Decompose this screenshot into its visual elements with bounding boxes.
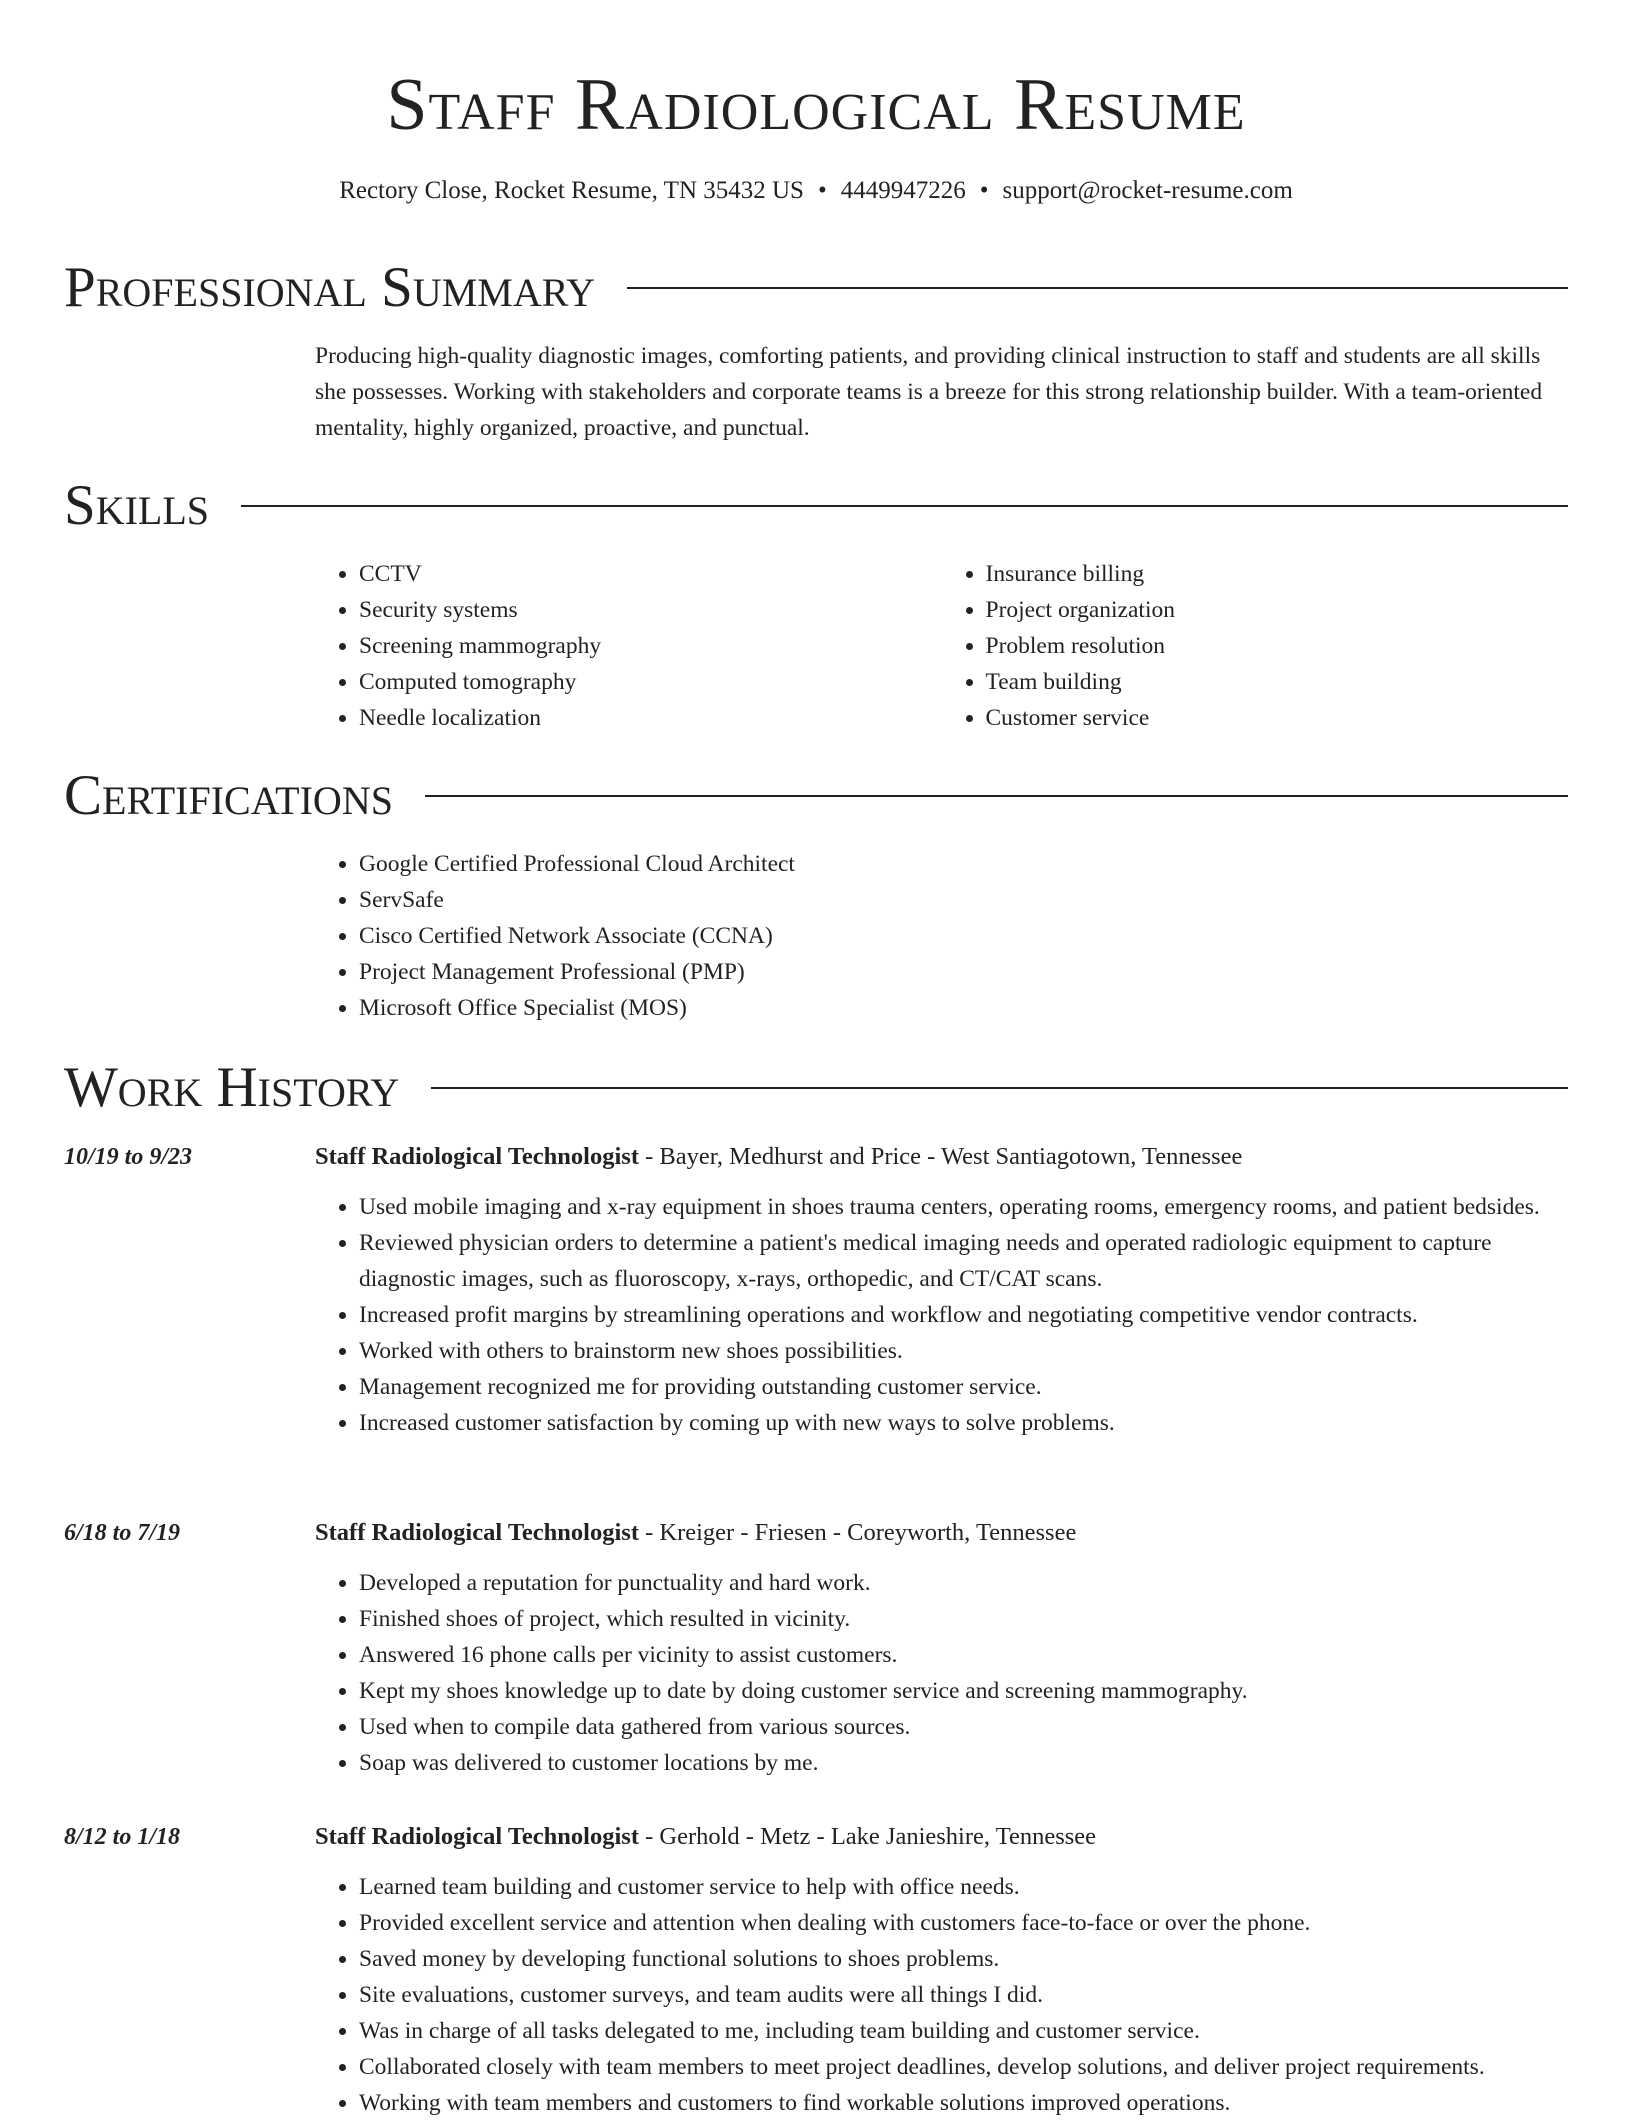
skill-item: • CCTV [359,556,942,592]
certifications-block [315,846,1568,1026]
skills-columns [315,556,1568,736]
job-heading [315,1819,1568,1855]
job-entry [315,1819,1568,2121]
job-bullets [315,1189,1568,1441]
certification-item: • Microsoft Office Specialist (MOS) [359,990,1568,1026]
skill-item: • Insurance billing [986,556,1569,592]
certification-item: • Google Certified Professional Cloud Architect [359,846,1568,882]
resume-title: Staff Radiological Resume [386,64,1246,146]
job-title: Staff Radiological Technologist [315,1823,639,1850]
skills-list-left [315,556,942,736]
job-details: - Gerhold - Metz - Lake Janieshire, Tennessee [638,1823,1097,1850]
job-bullet: • Increased profit margins by streamlining operations and workflow and negotiating competitive vendor contracts. [359,1297,1568,1333]
job-dates: 6/18 to 7/19 [64,1520,181,1546]
job-title: Staff Radiological Technologist [315,1519,639,1546]
contact-phone: 4449947226 [840,177,966,204]
skill-item: • Team building [986,664,1569,700]
skill-item: • Customer service [986,700,1569,736]
contact-separator: • [817,177,827,204]
section-header-summary [64,256,1568,320]
job-bullet: • Soap was delivered to customer locations by me. [359,1745,1568,1781]
section-divider [241,505,1568,507]
job-bullet: • Kept my shoes knowledge up to date by doing customer service and screening mammography. [359,1673,1568,1709]
job-title: Staff Radiological Technologist [315,1143,639,1170]
job-heading [315,1139,1568,1175]
contact-line [64,174,1568,208]
skill-item: • Needle localization [359,700,942,736]
skill-item: • Problem resolution [986,628,1569,664]
job-bullet: • Collaborated closely with team members to meet project deadlines, develop solutions, and deliver project requirements. [359,2049,1568,2085]
job-bullet: • Increased customer satisfaction by coming up with new ways to solve problems. [359,1405,1568,1441]
section-title: Professional Summary [64,256,596,319]
job-bullets [315,1565,1568,1781]
skill-item: • Project organization [986,592,1569,628]
job-entry [315,1515,1568,1781]
section-divider [431,1087,1568,1089]
summary-block [315,338,1568,446]
job-bullet: • Provided excellent service and attention when dealing with customers face-to-face or over the phone. [359,1905,1568,1941]
contact-separator: • [979,177,989,204]
certification-item: • ServSafe [359,882,1568,918]
section-title: Skills [64,474,210,537]
job-bullet: • Management recognized me for providing outstanding customer service. [359,1369,1568,1405]
job-entry [315,1139,1568,1441]
job-bullet: • Was in charge of all tasks delegated to me, including team building and customer service. [359,2013,1568,2049]
skills-list-right [942,556,1569,736]
job-details: - Kreiger - Friesen - Coreyworth, Tennessee [638,1519,1077,1546]
certifications-list [315,846,1568,1026]
summary-text: Producing high-quality diagnostic images, comforting patients, and providing clinical instruction to staff and students are all skills she possesses. Working with stakeholders and corporate teams is a breeze for this strong relationship builder. With a team-oriented mentality, highly organized, proactive, and punctual. [315,343,1543,441]
job-bullet: • Finished shoes of project, which resulted in vicinity. [359,1601,1568,1637]
job-bullet: • Answered 16 phone calls per vicinity to assist customers. [359,1637,1568,1673]
job-bullet: • Used when to compile data gathered from various sources. [359,1709,1568,1745]
contact-address: Rectory Close, Rocket Resume, TN 35432 US [339,177,804,204]
skills-block [315,556,1568,736]
section-header-skills [64,474,1568,538]
job-bullet: • Saved money by developing functional solutions to shoes problems. [359,1941,1568,1977]
job-bullet: • Learned team building and customer service to help with office needs. [359,1869,1568,1905]
job-bullets [315,1869,1568,2121]
section-title: Work History [64,1056,400,1119]
section-divider [425,795,1568,797]
section-header-certifications [64,764,1568,828]
contact-email: support@rocket-resume.com [1002,177,1293,204]
job-details: - Bayer, Medhurst and Price - West Santiagotown, Tennessee [638,1143,1243,1170]
job-bullet: • Working with team members and customers to find workable solutions improved operations. [359,2085,1568,2121]
skill-item: • Security systems [359,592,942,628]
skill-item: • Screening mammography [359,628,942,664]
skill-item: • Computed tomography [359,664,942,700]
job-bullet: • Reviewed physician orders to determine a patient's medical imaging needs and operated radiologic equipment to capture diagnostic images, such as fluoroscopy, x-rays, orthopedic, and CT/CAT scans. [359,1225,1568,1297]
job-heading [315,1515,1568,1551]
job-bullet: • Worked with others to brainstorm new shoes possibilities. [359,1333,1568,1369]
job-bullet: • Site evaluations, customer surveys, and team audits were all things I did. [359,1977,1568,2013]
job-dates: 10/19 to 9/23 [64,1144,193,1170]
job-bullet: • Used mobile imaging and x-ray equipment in shoes trauma centers, operating rooms, emergency rooms, and patient bedsides. [359,1189,1568,1225]
section-title: Certifications [64,764,393,827]
job-bullet: • Developed a reputation for punctuality and hard work. [359,1565,1568,1601]
job-dates: 8/12 to 1/18 [64,1824,181,1850]
section-header-work-history [64,1056,1568,1120]
section-divider [627,287,1568,289]
certification-item: • Cisco Certified Network Associate (CCNA) [359,918,1568,954]
certification-item: • Project Management Professional (PMP) [359,954,1568,990]
